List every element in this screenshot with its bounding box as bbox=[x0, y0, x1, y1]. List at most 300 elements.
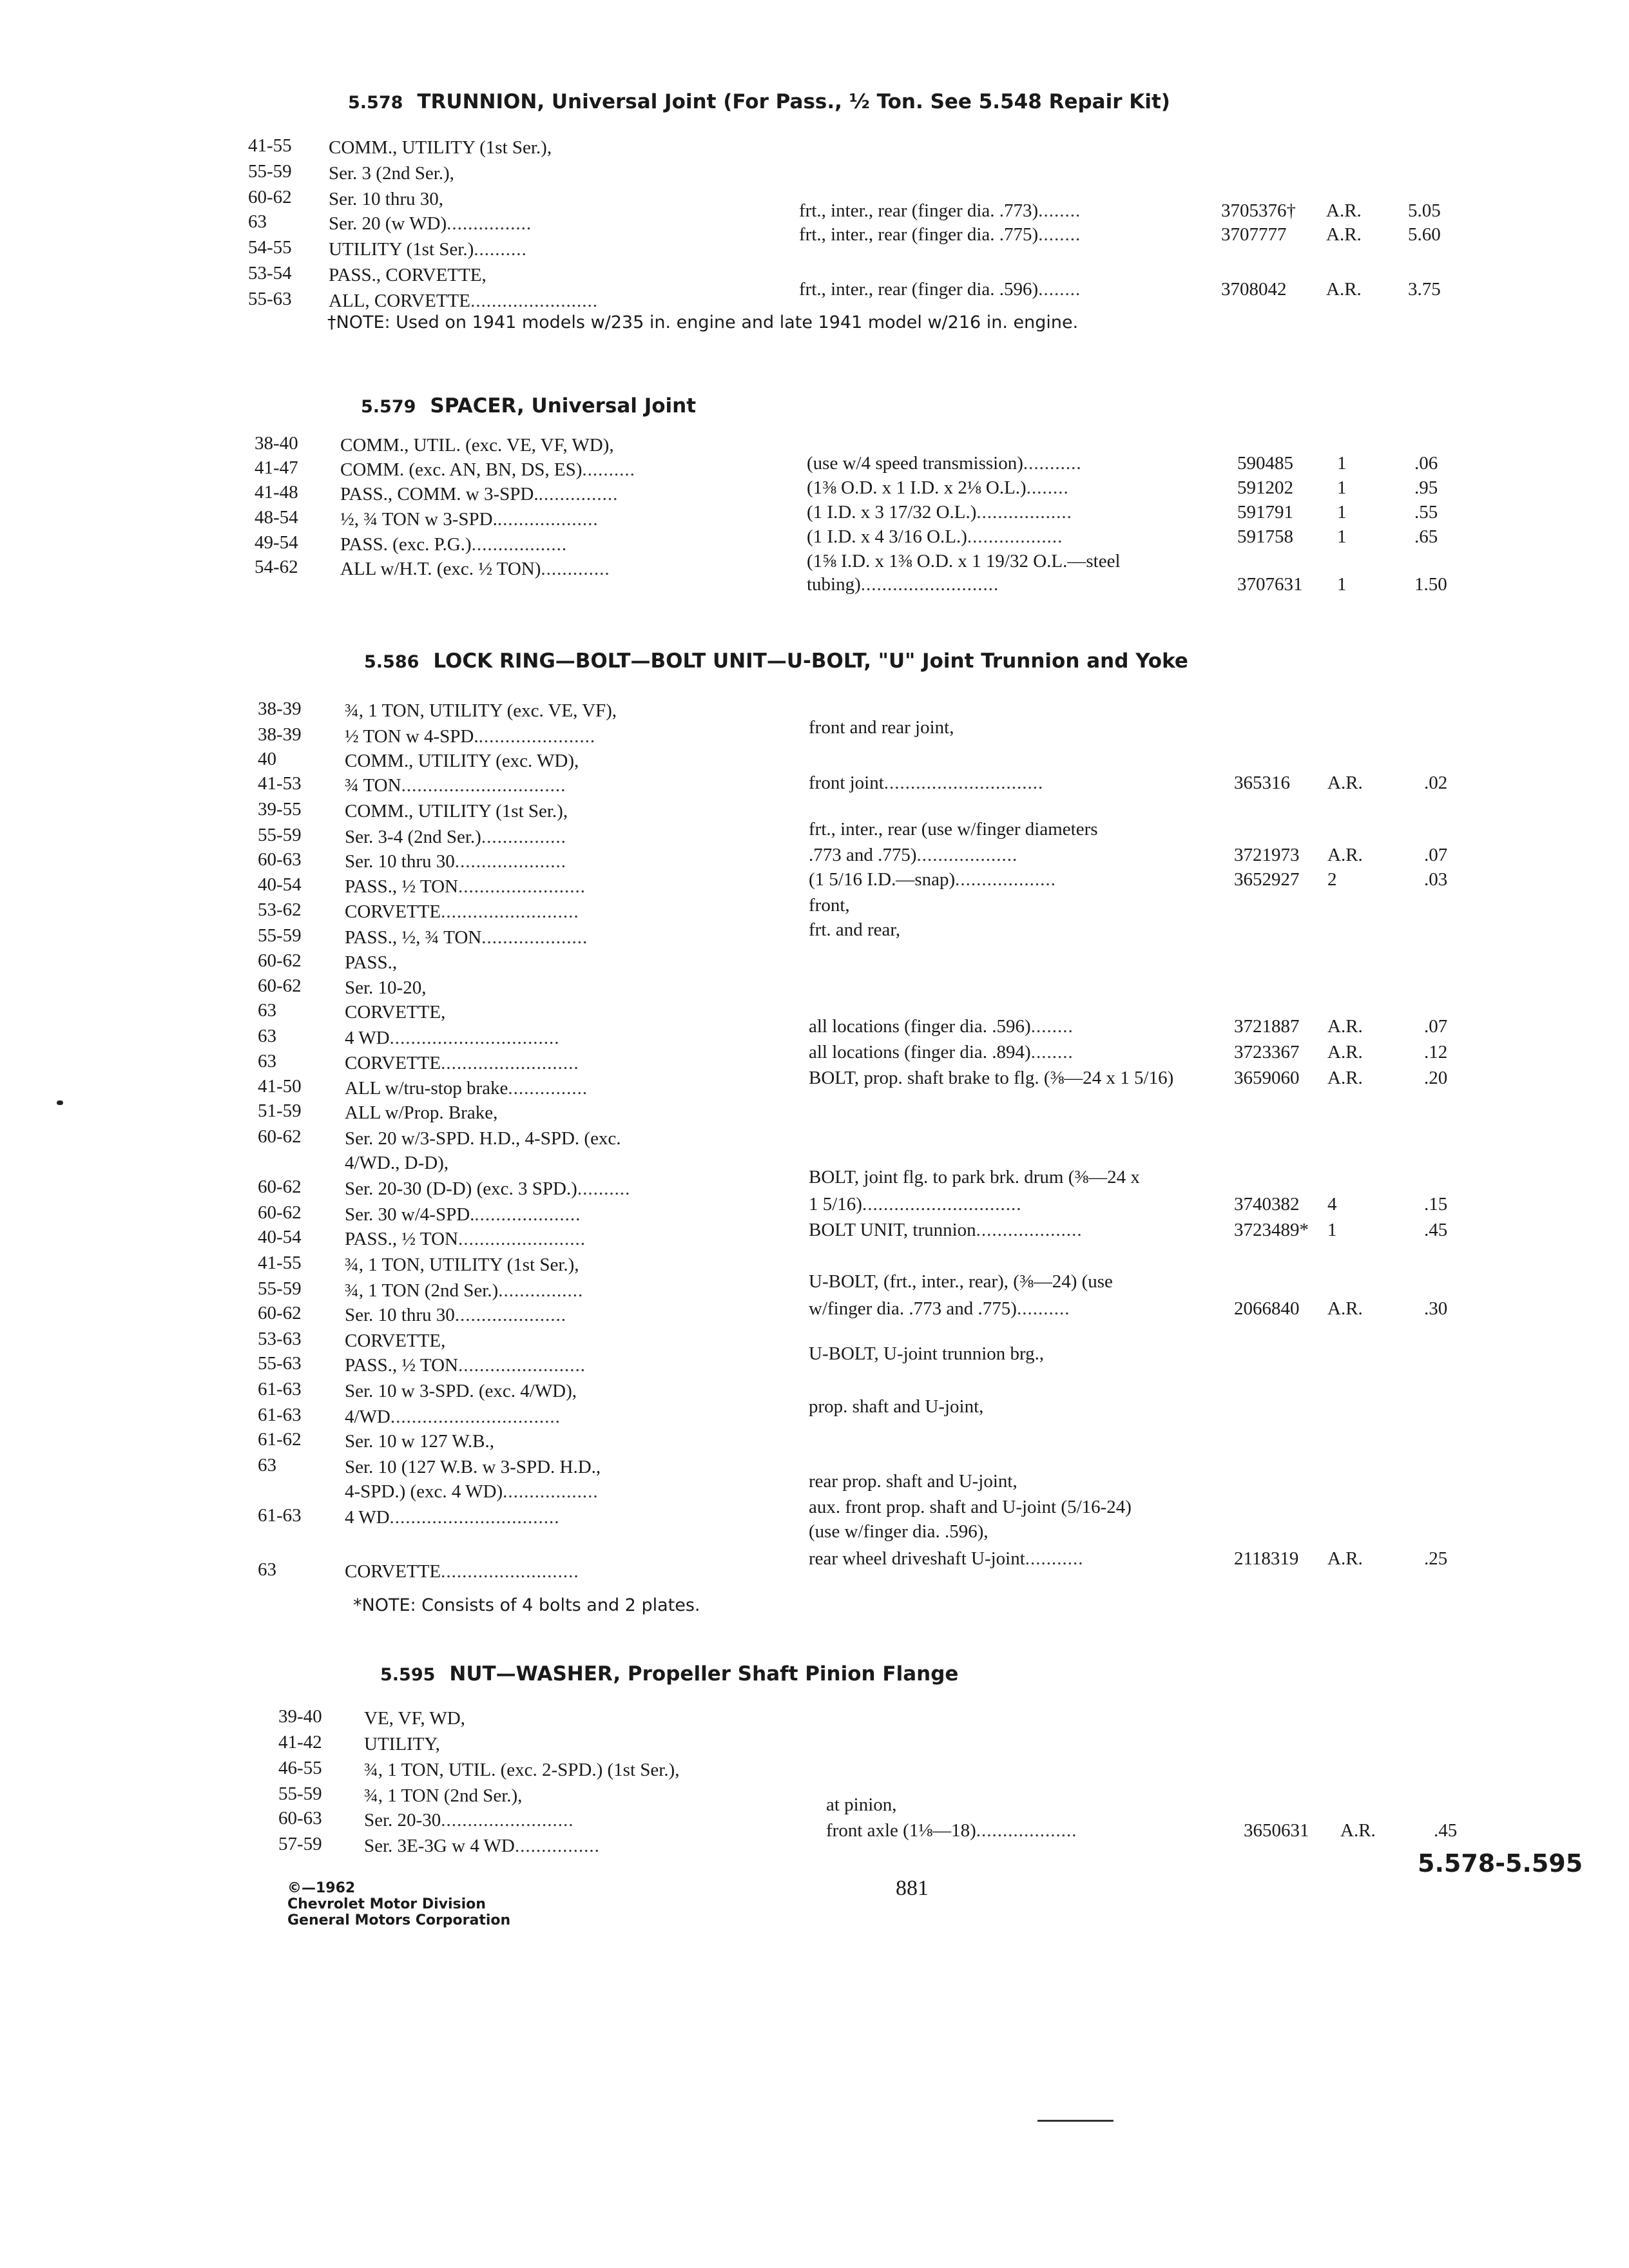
quantity: 1 bbox=[1337, 526, 1347, 547]
application-text bbox=[345, 1126, 621, 1151]
part-description bbox=[799, 277, 1081, 302]
part-description bbox=[809, 1192, 1021, 1216]
model-year: 40-54 bbox=[258, 1227, 302, 1247]
leader-dots: ................ bbox=[447, 213, 532, 234]
part-description bbox=[809, 1394, 983, 1419]
application-text bbox=[345, 1303, 566, 1327]
quantity: A.R. bbox=[1327, 1068, 1363, 1088]
application-text bbox=[329, 161, 454, 186]
part-number: 591791 bbox=[1237, 502, 1293, 523]
leader-dots: ............... bbox=[538, 484, 619, 505]
application-text bbox=[345, 1151, 448, 1175]
model-year: 54-62 bbox=[255, 557, 298, 577]
price: .45 bbox=[1424, 1220, 1448, 1240]
leader-dots: ................................ bbox=[389, 1028, 560, 1048]
application-label: UTILITY, bbox=[364, 1734, 440, 1754]
model-year: 55-59 bbox=[258, 825, 302, 845]
part-description bbox=[809, 771, 1043, 795]
application-text bbox=[345, 1177, 630, 1201]
leader-dots: .................... bbox=[481, 927, 588, 948]
application-label: COMM., UTILITY (1st Ser.), bbox=[329, 137, 552, 158]
part-number: 3708042 bbox=[1221, 279, 1287, 300]
model-year: 41-55 bbox=[258, 1253, 302, 1273]
application-text bbox=[340, 433, 614, 457]
part-description bbox=[807, 500, 1072, 524]
application-label: PASS., ½ TON bbox=[345, 1229, 458, 1249]
leader-dots: .......... bbox=[577, 1178, 631, 1199]
part-description bbox=[807, 451, 1082, 476]
part-description bbox=[807, 476, 1069, 500]
part-description bbox=[809, 843, 1017, 867]
application-label: Ser. 3 (2nd Ser.), bbox=[329, 163, 454, 184]
model-year: 60-63 bbox=[278, 1808, 322, 1829]
model-year: 41-42 bbox=[278, 1732, 322, 1753]
application-text bbox=[345, 1227, 586, 1251]
quantity: 1 bbox=[1337, 502, 1347, 523]
application-label: Ser. 3E-3G w 4 WD bbox=[364, 1836, 515, 1856]
application-text bbox=[364, 1808, 574, 1832]
part-number: 3707631 bbox=[1237, 574, 1303, 595]
leader-dots: ........... bbox=[1023, 453, 1082, 474]
model-year: 63 bbox=[258, 1026, 276, 1046]
page-number: 881 bbox=[896, 1876, 929, 1900]
description-label: rear prop. shaft and U-joint, bbox=[809, 1471, 1017, 1492]
application-label: CORVETTE, bbox=[345, 1002, 446, 1023]
model-year: 54-55 bbox=[248, 237, 292, 258]
price: .65 bbox=[1414, 526, 1438, 547]
price: .15 bbox=[1424, 1194, 1448, 1215]
leader-dots: ........ bbox=[1030, 1016, 1074, 1037]
model-year: 55-59 bbox=[248, 161, 292, 182]
leader-dots: ................ bbox=[481, 827, 566, 847]
scan-speck bbox=[57, 1100, 63, 1105]
section-title-5578 bbox=[348, 90, 1170, 113]
application-text bbox=[345, 1505, 560, 1530]
application-text bbox=[345, 950, 397, 975]
description-label: frt., inter., rear (finger dia. .775) bbox=[799, 224, 1039, 245]
quantity: A.R. bbox=[1327, 1548, 1363, 1569]
model-year: 40-54 bbox=[258, 874, 302, 895]
model-year: 61-63 bbox=[258, 1505, 302, 1526]
leader-dots: .......... bbox=[474, 239, 527, 260]
leader-dots: ........................ bbox=[458, 876, 586, 897]
leader-dots: ...................... bbox=[478, 726, 596, 747]
quantity: A.R. bbox=[1340, 1820, 1376, 1841]
section-number: 5.595 bbox=[380, 1665, 436, 1685]
leader-dots: .................. bbox=[967, 526, 1063, 547]
application-text bbox=[340, 482, 618, 506]
part-description bbox=[809, 1519, 988, 1544]
part-number: 3652927 bbox=[1234, 869, 1300, 890]
application-text bbox=[345, 1455, 601, 1479]
description-label: 1 5/16) bbox=[809, 1194, 862, 1215]
application-label: CORVETTE bbox=[345, 1561, 441, 1582]
section-number: 5.586 bbox=[364, 652, 419, 672]
application-text bbox=[364, 1732, 440, 1756]
application-label: PASS., COMM. w 3-SPD. bbox=[340, 484, 539, 505]
part-number: 3707777 bbox=[1221, 224, 1287, 245]
application-text bbox=[345, 975, 426, 1000]
application-label: PASS., ½ TON bbox=[345, 876, 458, 897]
quantity: 1 bbox=[1337, 477, 1347, 498]
description-label: frt. and rear, bbox=[809, 919, 901, 940]
application-label: Ser. 20-30 bbox=[364, 1810, 441, 1831]
leader-dots: .................... bbox=[474, 1204, 581, 1225]
part-number: 591202 bbox=[1237, 477, 1293, 498]
leader-dots: .................... bbox=[976, 1220, 1083, 1240]
description-label: front, bbox=[809, 895, 850, 916]
description-label: frt., inter., rear (finger dia. .773) bbox=[799, 200, 1039, 221]
application-text bbox=[345, 1100, 497, 1125]
description-label: frt., inter., rear (use w/finger diameters bbox=[809, 819, 1098, 840]
application-label: Ser. 20 (w WD) bbox=[329, 213, 447, 234]
leader-dots: .......................... bbox=[860, 574, 999, 595]
application-label: PASS., ½ TON bbox=[345, 1355, 458, 1376]
description-label: BOLT, prop. shaft brake to flg. (⅜—24 x 1 5/16) bbox=[809, 1068, 1174, 1088]
leader-dots: ..................... bbox=[454, 1305, 567, 1325]
price: .30 bbox=[1424, 1298, 1448, 1319]
description-label: front joint bbox=[809, 773, 884, 793]
model-year: 55-63 bbox=[248, 289, 292, 309]
description-label: (1⅝ I.D. x 1⅜ O.D. x 1 19/32 O.L.—steel bbox=[807, 551, 1121, 572]
part-number: 590485 bbox=[1237, 453, 1293, 474]
leader-dots: .......................... bbox=[441, 1561, 579, 1582]
application-label: ¾, 1 TON (2nd Ser.), bbox=[364, 1785, 523, 1806]
application-text bbox=[329, 211, 532, 236]
model-year: 60-62 bbox=[258, 1126, 302, 1147]
part-description bbox=[809, 1296, 1070, 1321]
description-label: U-BOLT, U-joint trunnion brg., bbox=[809, 1343, 1045, 1364]
model-year: 46-55 bbox=[278, 1758, 322, 1778]
application-text bbox=[345, 1000, 445, 1024]
model-year: 61-62 bbox=[258, 1429, 302, 1450]
quantity: A.R. bbox=[1327, 845, 1363, 865]
model-year: 53-62 bbox=[258, 899, 302, 920]
price: .25 bbox=[1424, 1548, 1448, 1569]
application-label: Ser. 20-30 (D-D) (exc. 3 SPD.) bbox=[345, 1178, 577, 1199]
part-description bbox=[807, 549, 1121, 573]
part-number: 591758 bbox=[1237, 526, 1293, 547]
part-description bbox=[826, 1792, 897, 1817]
price: 5.05 bbox=[1408, 200, 1441, 221]
part-description bbox=[809, 817, 1098, 841]
application-text bbox=[345, 825, 566, 849]
model-year: 40 bbox=[258, 749, 276, 769]
leader-dots: ........................ bbox=[470, 291, 598, 311]
leader-dots: .......................... bbox=[441, 1053, 579, 1073]
application-text bbox=[345, 1479, 599, 1504]
quantity: 2 bbox=[1327, 869, 1337, 890]
model-year: 63 bbox=[258, 1000, 276, 1021]
section-heading: SPACER, Universal Joint bbox=[430, 394, 697, 418]
quantity: 4 bbox=[1327, 1194, 1337, 1215]
application-label: COMM., UTIL. (exc. VE, VF, WD), bbox=[340, 435, 614, 456]
model-year: 41-55 bbox=[248, 135, 292, 156]
leader-dots: .......... bbox=[1016, 1298, 1070, 1319]
part-description bbox=[809, 1066, 1173, 1090]
part-description bbox=[809, 893, 850, 918]
footnote-trunnion: †NOTE: Used on 1941 models w/235 in. engine and late 1941 model w/216 in. engine. bbox=[327, 312, 1079, 332]
application-label: Ser. 10 (127 W.B. w 3-SPD. H.D., bbox=[345, 1457, 601, 1477]
leader-dots: ........................ bbox=[458, 1229, 586, 1249]
leader-dots: ......................... bbox=[441, 1810, 574, 1831]
part-description bbox=[809, 918, 900, 942]
application-text bbox=[345, 773, 566, 798]
section-title-5579 bbox=[361, 394, 696, 418]
part-number: 3705376† bbox=[1221, 200, 1296, 221]
model-year: 55-59 bbox=[258, 1278, 302, 1299]
application-text bbox=[364, 1834, 600, 1858]
model-year: 60-62 bbox=[258, 975, 302, 996]
section-title-5595 bbox=[380, 1662, 958, 1686]
application-label: ¾ TON bbox=[345, 775, 401, 796]
application-text bbox=[364, 1783, 522, 1808]
application-label: 4/WD., D-D), bbox=[345, 1153, 449, 1173]
description-label: .773 and .775) bbox=[809, 845, 917, 865]
description-label: all locations (finger dia. .596) bbox=[809, 1016, 1031, 1037]
part-number: 3659060 bbox=[1234, 1068, 1300, 1088]
part-description bbox=[799, 198, 1081, 223]
application-text bbox=[345, 1329, 445, 1353]
part-number: 3721973 bbox=[1234, 845, 1300, 865]
application-label: 4 WD bbox=[345, 1028, 390, 1048]
description-label: (1⅜ O.D. x 1 I.D. x 2⅛ O.L.) bbox=[807, 477, 1027, 498]
leader-dots: .............................. bbox=[883, 773, 1044, 793]
application-label: ALL w/H.T. (exc. ½ TON) bbox=[340, 559, 541, 579]
model-year: 63 bbox=[248, 211, 267, 232]
application-label: COMM. (exc. AN, BN, DS, ES) bbox=[340, 459, 583, 480]
application-label: Ser. 10 w 127 W.B., bbox=[345, 1431, 495, 1452]
application-label: Ser. 20 w/3-SPD. H.D., 4-SPD. (exc. bbox=[345, 1128, 621, 1149]
part-description bbox=[809, 867, 1056, 892]
price: .02 bbox=[1424, 773, 1448, 793]
page-range: 5.578-5.595 bbox=[1418, 1849, 1583, 1878]
model-year: 41-53 bbox=[258, 773, 302, 794]
quantity: A.R. bbox=[1326, 200, 1362, 221]
application-text bbox=[345, 698, 617, 723]
model-year: 55-63 bbox=[258, 1353, 302, 1374]
copyright-year: ©—1962 bbox=[287, 1880, 356, 1896]
model-year: 53-63 bbox=[258, 1329, 302, 1349]
part-description bbox=[809, 1341, 1044, 1366]
leader-dots: ........ bbox=[1026, 477, 1069, 498]
application-label: 4/WD bbox=[345, 1407, 390, 1427]
part-description bbox=[826, 1818, 1077, 1843]
description-label: at pinion, bbox=[826, 1794, 897, 1815]
leader-dots: ........ bbox=[1038, 279, 1081, 300]
model-year: 63 bbox=[258, 1559, 276, 1580]
application-text bbox=[345, 749, 579, 773]
model-year: 55-59 bbox=[258, 925, 302, 946]
description-label: (use w/4 speed transmission) bbox=[807, 453, 1023, 474]
application-label: CORVETTE bbox=[345, 901, 441, 922]
description-label: (1 I.D. x 4 3/16 O.L.) bbox=[807, 526, 967, 547]
description-label: prop. shaft and U-joint, bbox=[809, 1396, 984, 1417]
copyright-block bbox=[287, 1880, 510, 1928]
application-label: PASS., bbox=[345, 952, 398, 973]
leader-dots: .......................... bbox=[441, 901, 579, 922]
application-label: Ser. 10 thru 30, bbox=[329, 189, 444, 209]
application-text bbox=[345, 1253, 579, 1277]
quantity: A.R. bbox=[1326, 224, 1362, 245]
application-label: ALL w/Prop. Brake, bbox=[345, 1102, 498, 1123]
application-text bbox=[340, 507, 599, 532]
price: .95 bbox=[1414, 477, 1438, 498]
application-label: Ser. 30 w/4-SPD. bbox=[345, 1204, 475, 1225]
quantity: 1 bbox=[1327, 1220, 1337, 1240]
description-label: BOLT, joint flg. to park brk. drum (⅜—24 x bbox=[809, 1167, 1140, 1187]
application-label: UTILITY (1st Ser.) bbox=[329, 239, 474, 260]
application-label: ALL w/tru-stop brake bbox=[345, 1078, 508, 1099]
leader-dots: ............. bbox=[541, 559, 610, 579]
application-text bbox=[345, 1202, 581, 1227]
description-label: (use w/finger dia. .596), bbox=[809, 1521, 988, 1542]
application-text bbox=[345, 1559, 579, 1584]
application-label: VE, VF, WD, bbox=[364, 1708, 465, 1729]
model-year: 60-62 bbox=[258, 1303, 302, 1323]
model-year: 63 bbox=[258, 1455, 276, 1475]
application-text bbox=[340, 557, 610, 581]
model-year: 61-63 bbox=[258, 1379, 302, 1399]
application-label: PASS., CORVETTE, bbox=[329, 265, 487, 285]
leader-dots: .................. bbox=[503, 1481, 599, 1502]
leader-dots: ............... bbox=[508, 1078, 588, 1099]
leader-dots: ................... bbox=[955, 869, 1056, 890]
model-year: 48-54 bbox=[255, 507, 298, 528]
part-description bbox=[809, 1165, 1140, 1189]
price: .45 bbox=[1434, 1820, 1458, 1841]
division-name: Chevrolet Motor Division bbox=[287, 1896, 486, 1912]
description-label: front axle (1⅛—18) bbox=[826, 1820, 976, 1841]
leader-dots: ..................... bbox=[454, 851, 567, 872]
quantity: A.R. bbox=[1327, 773, 1363, 793]
description-label: tubing) bbox=[807, 574, 861, 595]
footnote-bolt-unit: *NOTE: Consists of 4 bolts and 2 plates. bbox=[353, 1595, 700, 1615]
leader-dots: ................ bbox=[498, 1280, 584, 1301]
part-description bbox=[807, 572, 999, 597]
model-year: 63 bbox=[258, 1051, 276, 1072]
section-title-5586 bbox=[364, 649, 1188, 673]
description-label: (1 I.D. x 3 17/32 O.L.) bbox=[807, 502, 977, 523]
application-text bbox=[364, 1758, 679, 1782]
application-label: 4 WD bbox=[345, 1507, 390, 1528]
part-description bbox=[809, 1469, 1017, 1494]
application-label: Ser. 10-20, bbox=[345, 977, 427, 998]
price: .06 bbox=[1414, 453, 1438, 474]
application-text bbox=[345, 1405, 561, 1429]
model-year: 38-39 bbox=[258, 698, 302, 719]
application-text bbox=[345, 874, 586, 899]
price: .55 bbox=[1414, 502, 1438, 523]
application-text bbox=[345, 1353, 586, 1378]
model-year: 38-40 bbox=[255, 433, 298, 454]
application-text bbox=[345, 724, 595, 749]
section-heading: NUT—WASHER, Propeller Shaft Pinion Flange bbox=[449, 1662, 959, 1686]
price: .20 bbox=[1424, 1068, 1448, 1088]
quantity: 1 bbox=[1337, 574, 1347, 595]
application-label: 4-SPD.) (exc. 4 WD) bbox=[345, 1481, 503, 1502]
leader-dots: ................ bbox=[514, 1836, 600, 1856]
part-description bbox=[809, 715, 954, 740]
section-heading: LOCK RING—BOLT—BOLT UNIT—U-BOLT, "U" Joint Trunnion and Yoke bbox=[433, 649, 1188, 673]
part-description bbox=[809, 1014, 1074, 1039]
price: .12 bbox=[1424, 1042, 1448, 1062]
application-text bbox=[345, 1051, 579, 1075]
leader-dots: ............................... bbox=[401, 775, 566, 796]
application-text bbox=[345, 1076, 588, 1100]
part-description bbox=[809, 1495, 1132, 1519]
part-number: 3650631 bbox=[1244, 1820, 1309, 1841]
application-text bbox=[340, 532, 567, 557]
application-text bbox=[329, 263, 487, 287]
application-label: Ser. 3-4 (2nd Ser.) bbox=[345, 827, 481, 847]
price: .03 bbox=[1424, 869, 1448, 890]
part-number: 3723489* bbox=[1234, 1220, 1309, 1240]
description-label: frt., inter., rear (finger dia. .596) bbox=[799, 279, 1039, 300]
model-year: 39-40 bbox=[278, 1706, 322, 1727]
model-year: 60-62 bbox=[248, 187, 292, 207]
part-description bbox=[809, 1269, 1113, 1294]
quantity: A.R. bbox=[1327, 1042, 1363, 1062]
model-year: 38-39 bbox=[258, 724, 302, 745]
model-year: 49-54 bbox=[255, 532, 298, 553]
application-label: ¾, 1 TON, UTILITY (1st Ser.), bbox=[345, 1254, 579, 1275]
description-label: (1 5/16 I.D.—snap) bbox=[809, 869, 956, 890]
model-year: 39-55 bbox=[258, 799, 302, 820]
application-label: ¾, 1 TON (2nd Ser.) bbox=[345, 1280, 499, 1301]
model-year: 41-48 bbox=[255, 482, 298, 503]
section-number: 5.579 bbox=[361, 397, 416, 417]
application-text bbox=[329, 237, 527, 262]
description-label: aux. front prop. shaft and U-joint (5/16-24) bbox=[809, 1497, 1132, 1517]
model-year: 60-62 bbox=[258, 1177, 302, 1197]
leader-dots: ................... bbox=[497, 509, 599, 530]
part-description bbox=[807, 524, 1063, 549]
description-label: all locations (finger dia. .894) bbox=[809, 1042, 1031, 1062]
application-label: COMM., UTILITY (1st Ser.), bbox=[345, 801, 568, 822]
application-label: Ser. 10 w 3-SPD. (exc. 4/WD), bbox=[345, 1381, 577, 1401]
application-text bbox=[345, 849, 566, 874]
model-year: 41-47 bbox=[255, 457, 298, 478]
price: 1.50 bbox=[1414, 574, 1447, 595]
application-text bbox=[364, 1706, 465, 1731]
application-text bbox=[329, 289, 598, 313]
description-label: BOLT UNIT, trunnion bbox=[809, 1220, 976, 1240]
model-year: 60-62 bbox=[258, 950, 302, 971]
leader-dots: .................. bbox=[471, 534, 568, 555]
part-number: 3723367 bbox=[1234, 1042, 1300, 1062]
application-label: CORVETTE bbox=[345, 1053, 441, 1073]
model-year: 60-62 bbox=[258, 1202, 302, 1223]
part-description bbox=[809, 1218, 1083, 1242]
application-label: PASS. (exc. P.G.) bbox=[340, 534, 472, 555]
application-text bbox=[345, 899, 579, 924]
application-text bbox=[345, 1278, 583, 1303]
application-label: COMM., UTILITY (exc. WD), bbox=[345, 751, 579, 771]
application-text bbox=[340, 457, 635, 482]
application-text bbox=[345, 1379, 577, 1403]
leader-dots: ........ bbox=[1030, 1042, 1074, 1062]
model-year: 57-59 bbox=[278, 1834, 322, 1854]
leader-dots: ........... bbox=[1025, 1548, 1084, 1569]
model-year: 61-63 bbox=[258, 1405, 302, 1425]
section-heading: TRUNNION, Universal Joint (For Pass., ½ Ton. See 5.548 Repair Kit) bbox=[417, 90, 1170, 113]
price: .07 bbox=[1424, 845, 1448, 865]
leader-dots: ................................ bbox=[390, 1407, 561, 1427]
application-text bbox=[345, 799, 568, 823]
quantity: 1 bbox=[1337, 453, 1347, 474]
application-label: ALL, CORVETTE bbox=[329, 291, 470, 311]
